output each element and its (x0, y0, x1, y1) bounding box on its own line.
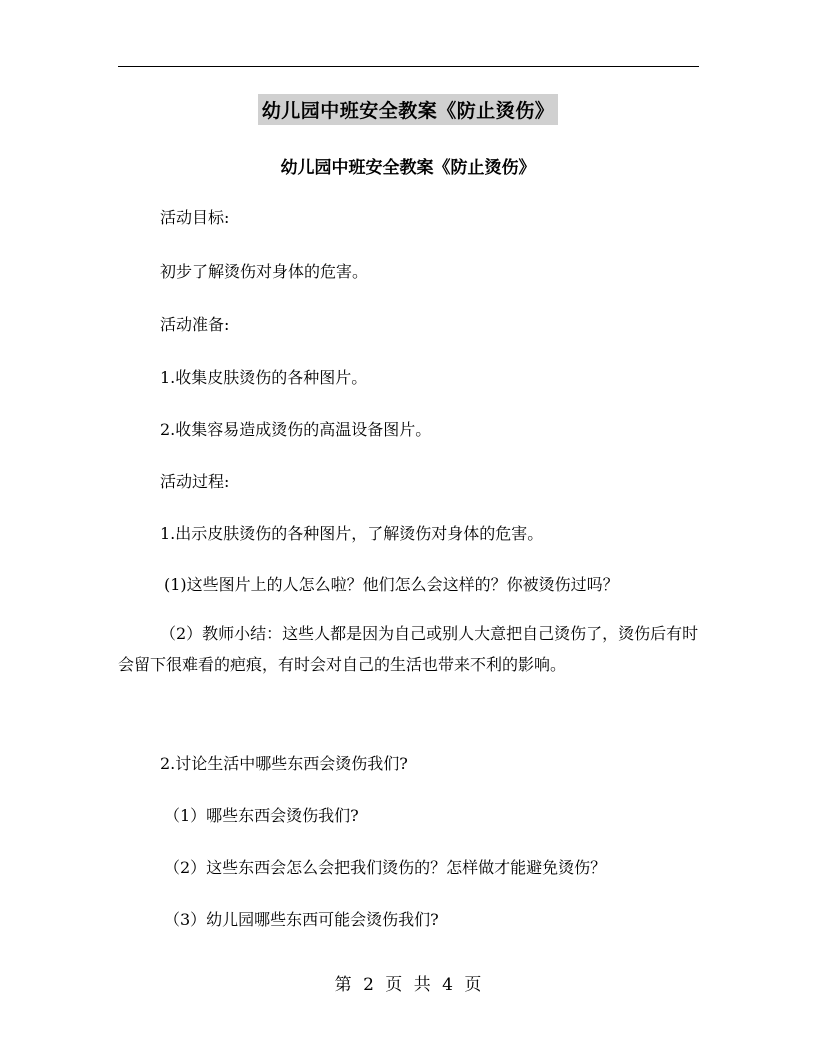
header-rule (118, 66, 699, 67)
paragraph: 2.讨论生活中哪些东西会烫伤我们? (160, 754, 408, 773)
header-title-block (0, 94, 816, 125)
paragraph-preparation-heading: 活动准备: (160, 315, 230, 334)
paragraph-process-heading: 活动过程: (160, 472, 230, 491)
paragraph: （2）这些东西会怎么会把我们烫伤的？怎样做才能避免烫伤？ (164, 858, 607, 877)
document-subtitle: 幼儿园中班安全教案《防止烫伤》 (280, 158, 536, 178)
paragraph: 2.收集容易造成烫伤的高温设备图片。 (160, 420, 432, 439)
paragraph: （1）哪些东西会烫伤我们? (164, 806, 359, 825)
paragraph-objectives-heading: 活动目标: (160, 208, 230, 227)
paragraph-wrapped: （2）教师小结：这些人都是因为自己或别人大意把自己烫伤了，烫伤后有时会留下很难看的疤痕，有时会对自己的生活也带来不利的影响。 (118, 624, 699, 674)
page-number: 第 2 页 共 4 页 (334, 975, 482, 995)
paragraph: 1.出示皮肤烫伤的各种图片，了解烫伤对身体的危害。 (160, 524, 544, 543)
paragraph: 初步了解烫伤对身体的危害。 (160, 262, 369, 281)
paragraph: （3）幼儿园哪些东西可能会烫伤我们? (164, 910, 439, 929)
header-title: 幼儿园中班安全教案《防止烫伤》 (258, 94, 559, 125)
paragraph: 1.收集皮肤烫伤的各种图片。 (160, 368, 368, 387)
paragraph: (1)这些图片上的人怎么啦？他们怎么会这样的？你被烫伤过吗？ (164, 575, 619, 594)
